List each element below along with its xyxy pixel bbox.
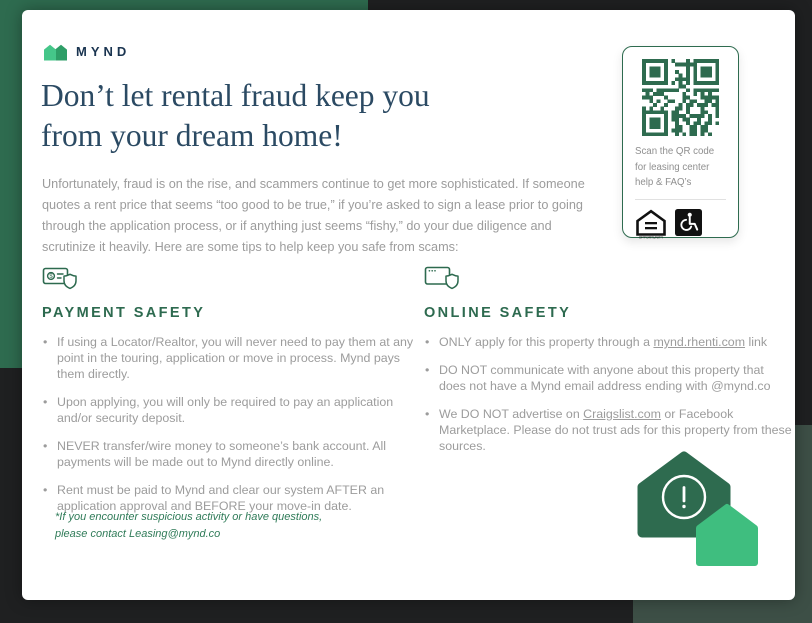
brand-logo bbox=[42, 41, 130, 61]
bullet-item bbox=[424, 406, 792, 454]
bullet-item bbox=[42, 438, 417, 470]
equal-housing-opportunity-icon bbox=[635, 209, 667, 239]
footnote-line-2: please contact Leasing@mynd.co bbox=[55, 528, 221, 540]
divider bbox=[635, 199, 726, 200]
bullet-text: or Facebook Marketplace. Please do not trust ads for this property from these sources. bbox=[439, 407, 792, 453]
headline bbox=[41, 76, 430, 156]
bullet-text: If using a Locator/Realtor, you will never need to pay them at any point in the touring, application or move in process. Mynd pays them directly. bbox=[57, 335, 414, 381]
alert-house-graphic bbox=[636, 451, 766, 573]
house-light-icon bbox=[695, 503, 759, 567]
qr-caption: Scan the QR code for leasing center help & FAQ’s bbox=[635, 146, 715, 188]
bullet-text: link bbox=[745, 335, 768, 349]
headline-line-2: from your dream home! bbox=[41, 118, 343, 153]
equal-housing-text: OPPORTUNITY bbox=[638, 234, 664, 239]
payment-safety-list bbox=[42, 334, 417, 514]
qr-card bbox=[622, 46, 739, 238]
online-safety-icon bbox=[424, 265, 460, 292]
footnote bbox=[55, 509, 322, 543]
accessibility-icon bbox=[675, 209, 702, 236]
headline-line-1: Don’t let rental fraud keep you bbox=[41, 78, 430, 113]
brand-name: MYND bbox=[76, 43, 131, 59]
online-safety-list bbox=[424, 334, 792, 454]
footnote-line-1: *If you encounter suspicious activity or have questions, bbox=[55, 511, 323, 523]
qr-card-icons bbox=[635, 209, 726, 239]
bullet-text: We DO NOT advertise on bbox=[439, 407, 584, 421]
bullet-text: NEVER transfer/wire money to someone’s bank account. All payments will be made out to Mynd directly online. bbox=[57, 439, 386, 469]
mynd-logo-icon bbox=[42, 41, 69, 61]
bullet-text: DO NOT communicate with anyone about this property that does not have a Mynd email address ending with @mynd.co bbox=[439, 363, 771, 393]
payment-safety-section bbox=[42, 265, 417, 526]
bullet-item bbox=[424, 362, 792, 394]
bullet-item bbox=[42, 394, 417, 426]
qr-code bbox=[642, 59, 719, 136]
payment-safety-icon bbox=[42, 265, 78, 292]
inline-link[interactable]: Craigslist.com bbox=[583, 407, 661, 421]
inline-link[interactable]: mynd.rhenti.com bbox=[653, 335, 746, 349]
bullet-item bbox=[42, 334, 417, 382]
payment-safety-title: PAYMENT SAFETY bbox=[42, 305, 206, 321]
bullet-item bbox=[424, 334, 792, 350]
intro-paragraph: Unfortunately, fraud is on the rise, and scammers continue to get more sophisticated. If someone quotes a rent price that seems “too good to be true,” if you’re asked to sign a lease prior to going through the application process, or if anything just seems “fishy,” do your due diligence and scrutinize it heavily. Here are some tips to help keep you safe from scams: bbox=[42, 177, 585, 254]
bullet-text: ONLY apply for this property through a bbox=[439, 335, 654, 349]
online-safety-title: ONLINE SAFETY bbox=[424, 305, 572, 321]
online-safety-section bbox=[424, 265, 792, 466]
svg-text:$: $ bbox=[49, 274, 53, 281]
bullet-text: Upon applying, you will only be required to pay an application and/or security deposit. bbox=[57, 395, 394, 425]
flyer-card bbox=[22, 10, 795, 600]
bullet-text: Rent must be paid to Mynd and clear our system AFTER an application approval and BEFORE your move-in date. bbox=[57, 483, 385, 513]
